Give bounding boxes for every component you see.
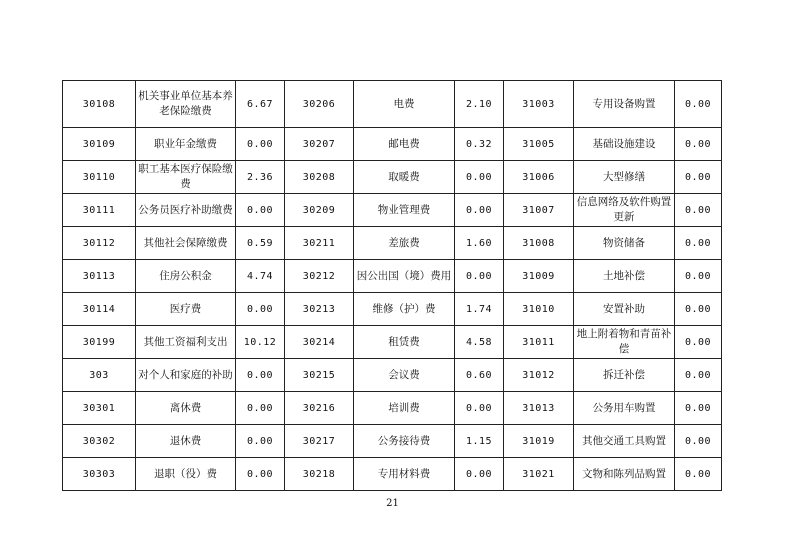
amount-cell: 0.60 [455,359,504,392]
amount-cell: 0.00 [455,260,504,293]
code-cell: 30301 [63,392,136,425]
amount-cell: 1.15 [455,425,504,458]
amount-cell: 2.10 [455,81,504,128]
code-cell: 31013 [504,392,574,425]
code-cell: 30111 [63,194,136,227]
name-cell: 公务用车购置 [574,392,675,425]
amount-cell: 0.00 [675,359,722,392]
amount-cell: 0.00 [675,326,722,359]
code-cell: 31012 [504,359,574,392]
amount-cell: 1.60 [455,227,504,260]
name-cell: 专用设备购置 [574,81,675,128]
amount-cell: 0.00 [236,293,285,326]
name-cell: 退休费 [136,425,236,458]
table-row [63,359,722,392]
table-row [63,458,722,491]
amount-cell: 0.32 [455,128,504,161]
code-cell: 30114 [63,293,136,326]
name-cell: 住房公积金 [136,260,236,293]
code-cell: 30207 [285,128,354,161]
amount-cell: 0.00 [236,128,285,161]
amount-cell: 0.00 [675,425,722,458]
name-cell: 地上附着物和青苗补偿 [574,326,675,359]
table-row [63,161,722,194]
table-row [63,293,722,326]
name-cell: 信息网络及软件购置更新 [574,194,675,227]
code-cell: 30302 [63,425,136,458]
amount-cell: 4.74 [236,260,285,293]
name-cell: 会议费 [354,359,455,392]
code-cell: 31007 [504,194,574,227]
name-cell: 安置补助 [574,293,675,326]
amount-cell: 0.00 [455,194,504,227]
code-cell: 30212 [285,260,354,293]
code-cell: 30110 [63,161,136,194]
code-cell: 30213 [285,293,354,326]
amount-cell: 0.00 [675,81,722,128]
name-cell: 培训费 [354,392,455,425]
table-row [63,326,722,359]
name-cell: 其他社会保障缴费 [136,227,236,260]
code-cell: 30199 [63,326,136,359]
code-cell: 30215 [285,359,354,392]
name-cell: 公务员医疗补助缴费 [136,194,236,227]
name-cell: 大型修缮 [574,161,675,194]
code-cell: 31009 [504,260,574,293]
name-cell: 维修（护）费 [354,293,455,326]
code-cell: 303 [63,359,136,392]
amount-cell: 2.36 [236,161,285,194]
code-cell: 30216 [285,392,354,425]
amount-cell: 0.00 [236,392,285,425]
code-cell: 30214 [285,326,354,359]
code-cell: 30211 [285,227,354,260]
name-cell: 其他交通工具购置 [574,425,675,458]
code-cell: 30218 [285,458,354,491]
name-cell: 退职（役）费 [136,458,236,491]
code-cell: 31019 [504,425,574,458]
amount-cell: 0.00 [236,458,285,491]
amount-cell: 0.00 [236,425,285,458]
name-cell: 职工基本医疗保险缴费 [136,161,236,194]
name-cell: 文物和陈列品购置 [574,458,675,491]
amount-cell: 0.59 [236,227,285,260]
name-cell: 邮电费 [354,128,455,161]
name-cell: 电费 [354,81,455,128]
amount-cell: 10.12 [236,326,285,359]
table-row [63,260,722,293]
amount-cell: 0.00 [675,260,722,293]
amount-cell: 0.00 [675,293,722,326]
budget-table [62,80,722,491]
amount-cell: 0.00 [675,194,722,227]
name-cell: 对个人和家庭的补助 [136,359,236,392]
amount-cell: 0.00 [455,458,504,491]
code-cell: 31006 [504,161,574,194]
amount-cell: 0.00 [455,161,504,194]
code-cell: 31008 [504,227,574,260]
name-cell: 离休费 [136,392,236,425]
code-cell: 30217 [285,425,354,458]
code-cell: 30112 [63,227,136,260]
amount-cell: 0.00 [675,227,722,260]
amount-cell: 0.00 [455,392,504,425]
code-cell: 30303 [63,458,136,491]
code-cell: 31003 [504,81,574,128]
amount-cell: 1.74 [455,293,504,326]
table-row [63,425,722,458]
code-cell: 31005 [504,128,574,161]
code-cell: 30208 [285,161,354,194]
name-cell: 拆迁补偿 [574,359,675,392]
name-cell: 机关事业单位基本养老保险缴费 [136,81,236,128]
name-cell: 租赁费 [354,326,455,359]
name-cell: 物资储备 [574,227,675,260]
code-cell: 31011 [504,326,574,359]
amount-cell: 0.00 [236,359,285,392]
code-cell: 30109 [63,128,136,161]
table-row [63,392,722,425]
name-cell: 其他工资福利支出 [136,326,236,359]
code-cell: 30108 [63,81,136,128]
table-row [63,81,722,128]
amount-cell: 0.00 [675,392,722,425]
table-row [63,128,722,161]
table-body [63,81,722,491]
name-cell: 职业年金缴费 [136,128,236,161]
code-cell: 30206 [285,81,354,128]
amount-cell: 0.00 [675,161,722,194]
amount-cell: 4.58 [455,326,504,359]
name-cell: 医疗费 [136,293,236,326]
name-cell: 物业管理费 [354,194,455,227]
name-cell: 取暖费 [354,161,455,194]
amount-cell: 0.00 [675,128,722,161]
amount-cell: 0.00 [236,194,285,227]
page-number: 21 [386,498,399,509]
name-cell: 公务接待费 [354,425,455,458]
name-cell: 差旅费 [354,227,455,260]
code-cell: 30113 [63,260,136,293]
amount-cell: 6.67 [236,81,285,128]
table-row [63,227,722,260]
name-cell: 基础设施建设 [574,128,675,161]
code-cell: 30209 [285,194,354,227]
name-cell: 因公出国（境）费用 [354,260,455,293]
code-cell: 31010 [504,293,574,326]
name-cell: 专用材料费 [354,458,455,491]
code-cell: 31021 [504,458,574,491]
amount-cell: 0.00 [675,458,722,491]
table-row [63,194,722,227]
name-cell: 土地补偿 [574,260,675,293]
